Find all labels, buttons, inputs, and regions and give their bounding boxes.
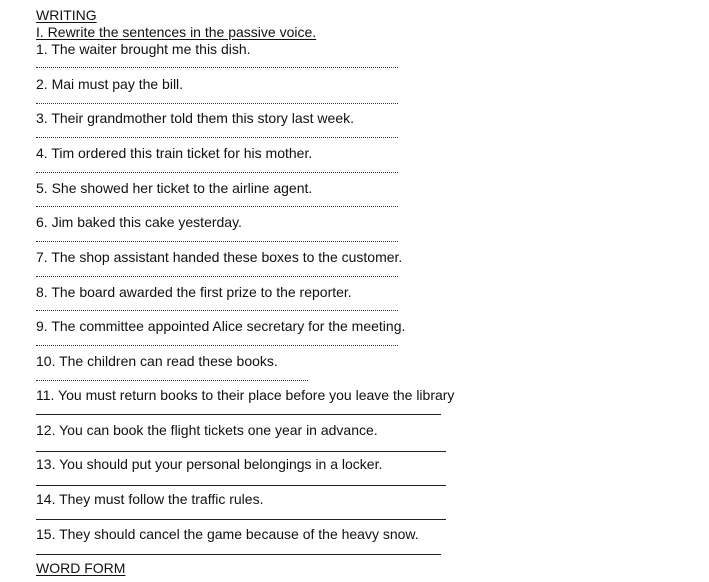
question-6: 6. Jim baked this cake yesterday. (36, 214, 242, 230)
question-9: 9. The committee appointed Alice secretary for the meeting. (36, 318, 406, 334)
question-1: 1. The waiter brought me this dish. (36, 41, 251, 57)
question-15: 15. They should cancel the game because of the heavy snow. (36, 526, 419, 542)
answer-line-14 (36, 519, 446, 520)
answer-line-11 (36, 414, 441, 415)
answer-line-9 (36, 345, 398, 346)
question-7: 7. The shop assistant handed these boxes to the customer. (36, 249, 403, 265)
answer-line-3 (36, 137, 398, 138)
answer-line-8 (36, 310, 398, 311)
answer-line-2 (36, 103, 398, 104)
answer-line-15 (36, 554, 441, 555)
answer-line-12 (36, 451, 446, 452)
next-section-title: WORD FORM (36, 560, 126, 576)
question-14: 14. They must follow the traffic rules. (36, 491, 264, 507)
question-8: 8. The board awarded the first prize to the reporter. (36, 284, 352, 300)
question-12: 12. You can book the flight tickets one year in advance. (36, 422, 378, 438)
answer-line-4 (36, 172, 398, 173)
question-13: 13. You should put your personal belongings in a locker. (36, 456, 383, 472)
question-10: 10. The children can read these books. (36, 353, 278, 369)
answer-line-5 (36, 206, 398, 207)
section-title: WRITING (36, 7, 97, 23)
answer-line-6 (36, 241, 398, 242)
question-3: 3. Their grandmother told them this story last week. (36, 110, 354, 126)
answer-line-1 (36, 67, 398, 68)
question-11: 11. You must return books to their place before you leave the library (36, 387, 455, 403)
question-2: 2. Mai must pay the bill. (36, 76, 184, 92)
question-4: 4. Tim ordered this train ticket for his mother. (36, 145, 313, 161)
answer-line-7 (36, 276, 398, 277)
question-5: 5. She showed her ticket to the airline agent. (36, 180, 313, 196)
answer-line-13 (36, 485, 446, 486)
answer-line-10 (36, 380, 308, 381)
exercise-instruction: I. Rewrite the sentences in the passive voice. (36, 24, 317, 40)
